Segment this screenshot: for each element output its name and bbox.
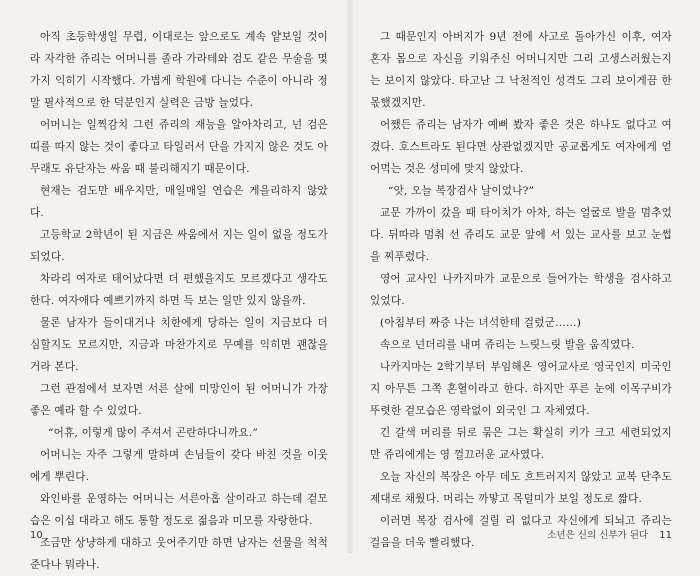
right-paragraph-2: 어쨌든 쥬리는 남자가 예뻐 봤자 좋은 것은 하나도 없다고 여겼다. 호스트라도 된다면 상관없겠지만 공교롭게도 여자에게 얻어먹는 것은 성미에 맞지 않았다. <box>370 119 672 175</box>
left-page-text <box>30 26 328 576</box>
left-paragraph-6: 물론 남자가 들이대거나 치한에게 당하는 일이 지금보다 더 심할지도 모르지만, 지금과 마찬가지로 무예를 익히면 괜찮을 거라 본다. <box>30 317 328 373</box>
right-paragraph-5: 영어 교사인 나카지마가 교문으로 들어가는 학생을 검사하고 있었다. <box>370 273 672 307</box>
right-paragraph-9: 긴 갈색 머리를 뒤로 묶은 그는 확실히 키가 크고 세련되었지만 쥬리에게는 영 껄끄러운 교사였다. <box>370 427 672 461</box>
right-paragraph-11: 이러면 복장 검사에 걸릴 리 없다고 자신에게 되뇌고 쥬리는 걸음을 더욱 빨리했다. <box>370 515 672 549</box>
right-paragraph-1: 그 때문인지 아버지가 9년 전에 사고로 돌아가신 이후, 여자 혼자 몸으로 자신을 키워주신 어머니지만 그리 고생스러웠는지는 보이지 않았다. 타고난 그 낙천적인 성격도 그리 보이게끔 한몫했겠지만. <box>370 31 672 109</box>
left-page-number-text: 10 <box>30 530 43 541</box>
right-paragraph-10: 오늘 자신의 복장은 아무 데도 흐트러지지 않았고 교복 단추도 제대로 채웠다. 머리는 까맣고 목덜미가 보일 정도로 짧다. <box>370 471 672 505</box>
right-paragraph-3: “앗, 오늘 복장검사 날이었나?” <box>388 185 535 197</box>
left-paragraph-1: 아직 초등학생일 무렵, 이대로는 앞으로도 계속 얕보일 것이라 자각한 쥬리는 어머니를 졸라 가라테와 검도 같은 무술을 몇 가지 익히기 시작했다. 가볍게 학원에 다니는 수준이 아니라 정말 필사적으로 한 덕분인지 실력은 금방 늘었다. <box>30 31 328 109</box>
left-paragraph-4: 고등학교 2학년이 된 지금은 싸움에서 지는 일이 없을 정도가 되었다. <box>30 229 328 263</box>
right-paragraph-7: 속으로 넌더리를 내며 쥬리는 느릿느릿 발을 움직였다. <box>380 339 635 351</box>
left-paragraph-10: 와인바를 운영하는 어머니는 서른아홉 살이라고 하는데 겉모습은 이십 대라고 해도 통할 정도로 젊음과 미모를 자랑한다. <box>30 493 328 527</box>
right-paragraph-6: (아침부터 짜증 나는 녀석한테 걸렸군……) <box>380 317 582 329</box>
right-paragraph-4: 교문 가까이 갔을 때 타이치가 아차, 하는 얼굴로 발을 멈추었다. 뒤따라 멈춰 선 쥬리도 교문 앞에 서 있는 교사를 보고 눈썹을 찌푸렸다. <box>370 207 672 263</box>
running-title: 소년은 신의 신부가 된다 <box>547 530 649 541</box>
left-paragraph-5: 차라리 여자로 태어났다면 더 편했을지도 모르겠다고 생각도 한다. 여자애다 예쁘기까지 하면 득 보는 일만 있지 않을까. <box>30 273 328 307</box>
right-page-footer <box>547 527 672 541</box>
right-paragraph-8: 나카지마는 2학기부터 부임해온 영어교사로 영국인지 미국인지 아무튼 그쪽 혼혈이라고 한다. 하지만 푸른 눈에 이목구비가 뚜렷한 겉모습은 영락없이 외국인 그 자체였다. <box>370 361 672 417</box>
left-page-number <box>30 530 43 541</box>
left-paragraph-11: 조금만 상냥하게 대하고 웃어주기만 하면 남자는 선물을 척척 준다나 뭐라나. <box>30 537 328 571</box>
left-paragraph-8: “어휴, 이렇게 많이 주셔서 곤란하다니까요.” <box>48 427 259 439</box>
left-paragraph-7: 그런 관점에서 보자면 서른 살에 미망인이 된 어머니가 가장 좋은 예라 할 수 있었다. <box>30 383 328 417</box>
right-page-text <box>370 26 672 554</box>
left-paragraph-9: 어머니는 자주 그렇게 말하며 손님들이 갖다 바친 것을 이웃에게 뿌린다. <box>30 449 328 483</box>
left-paragraph-2: 어머니는 일찍감치 그런 쥬리의 재능을 알아차리고, 넌 검은 띠를 따지 않는 것이 좋다고 타일러서 단을 가지지 않은 것도 아무래도 유단자는 싸움 때 불리해지기 때문이다. <box>30 119 328 175</box>
left-paragraph-3: 현재는 검도만 배우지만, 매일매일 연습은 게을리하지 않았다. <box>30 185 328 219</box>
right-page-number-text: 11 <box>659 530 672 541</box>
